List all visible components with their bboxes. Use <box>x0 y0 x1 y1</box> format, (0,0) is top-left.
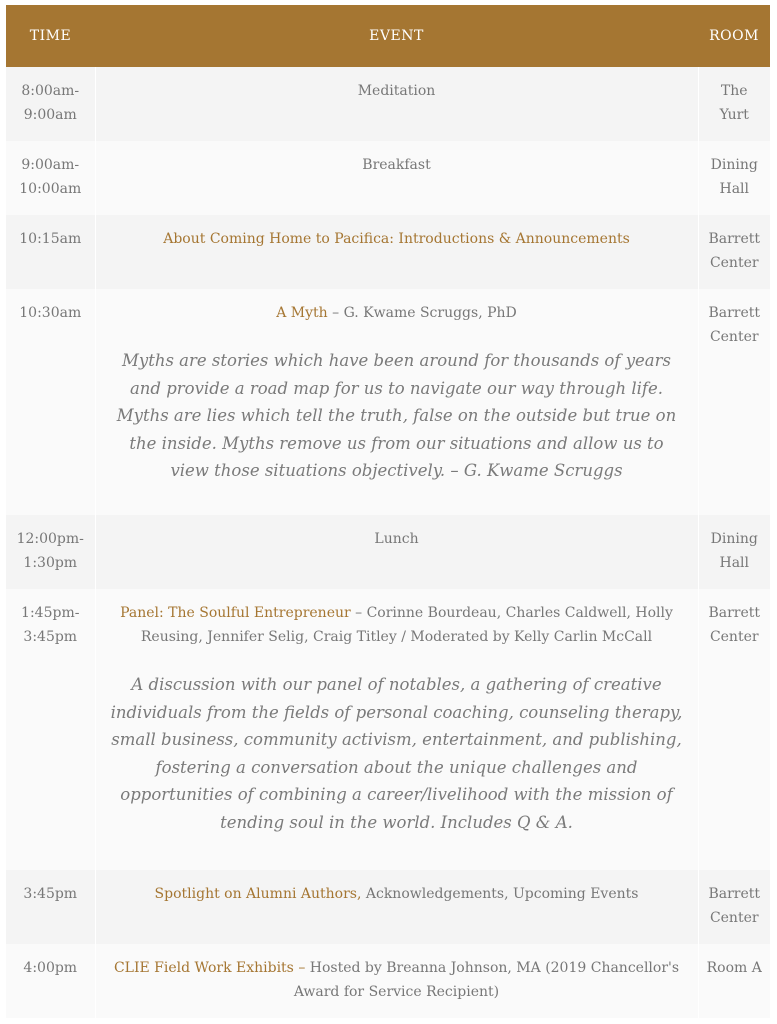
room-cell: Dining Hall <box>698 141 770 215</box>
table-row <box>6 870 770 944</box>
header-time: TIME <box>6 5 95 67</box>
room-cell: Dining Hall <box>698 515 770 589</box>
header-room: ROOM <box>698 5 770 67</box>
room-cell: Barrett Center <box>698 870 770 944</box>
event-detail: Acknowledgements, Upcoming Events <box>361 886 639 902</box>
event-detail: Hosted by Breanna Johnson, MA (2019 Chancellor's Award for Service Recipient) <box>293 960 680 1000</box>
time-cell: 12:00pm-1:30pm <box>6 515 95 589</box>
event-link[interactable]: About Coming Home to Pacifica: Introductions & Announcements <box>163 231 630 247</box>
event-link[interactable]: Panel: The Soulful Entrepreneur <box>120 605 351 621</box>
time-cell: 10:15am <box>6 215 95 289</box>
room-cell: Barrett Center <box>698 589 770 870</box>
event-cell <box>95 141 698 215</box>
room-cell: Barrett Center <box>698 289 770 515</box>
table-row <box>6 944 770 1018</box>
room-cell: Barrett Center <box>698 215 770 289</box>
event-detail: – G. Kwame Scruggs, PhD <box>327 305 517 321</box>
table-header-row <box>6 5 770 67</box>
event-cell <box>95 870 698 944</box>
event-title: Breakfast <box>362 157 431 173</box>
event-detail: – Corinne Bourdeau, Charles Caldwell, Holly Reusing, Jennifer Selig, Craig Titley / Moderated by Kelly Carlin McCall <box>140 605 673 645</box>
schedule-container <box>6 5 770 1018</box>
table-row <box>6 589 770 870</box>
room-cell: The Yurt <box>698 67 770 141</box>
table-row <box>6 515 770 589</box>
time-cell: 8:00am-9:00am <box>6 67 95 141</box>
event-cell <box>95 515 698 589</box>
time-cell: 1:45pm-3:45pm <box>6 589 95 870</box>
event-cell <box>95 589 698 870</box>
time-cell: 10:30am <box>6 289 95 515</box>
table-row <box>6 215 770 289</box>
event-title: Meditation <box>357 83 436 99</box>
table-row <box>6 67 770 141</box>
event-link[interactable]: Spotlight on Alumni Authors, <box>154 886 362 902</box>
time-cell: 4:00pm <box>6 944 95 1018</box>
event-cell <box>95 215 698 289</box>
time-cell: 9:00am-10:00am <box>6 141 95 215</box>
event-cell <box>95 67 698 141</box>
event-link[interactable]: A Myth <box>276 305 328 321</box>
event-cell <box>95 944 698 1018</box>
time-cell: 3:45pm <box>6 870 95 944</box>
room-cell: Room A <box>698 944 770 1018</box>
event-description: A discussion with our panel of notables, a gathering of creative individuals from the fields of personal coaching, counseling therapy, small business, community activism, entertainment, and publishing, fostering a conversation about the unique challenges and opportunities of combining a career/livelihood with the mission of tending soul in the world. Includes Q & A. <box>110 675 683 832</box>
table-row <box>6 141 770 215</box>
event-description: Myths are stories which have been around for thousands of years and provide a road map for us to navigate our way through life. Myths are lies which tell the truth, false on the outside but true on the inside. Myths remove us from our situations and allow us to view those situations objectively. – G. Kwame Scruggs <box>116 351 677 480</box>
header-event: EVENT <box>95 5 698 67</box>
event-cell <box>95 289 698 515</box>
event-link[interactable]: CLIE Field Work Exhibits – <box>113 960 306 976</box>
table-row <box>6 289 770 515</box>
schedule-table <box>6 5 770 1018</box>
event-title: Lunch <box>374 531 419 547</box>
